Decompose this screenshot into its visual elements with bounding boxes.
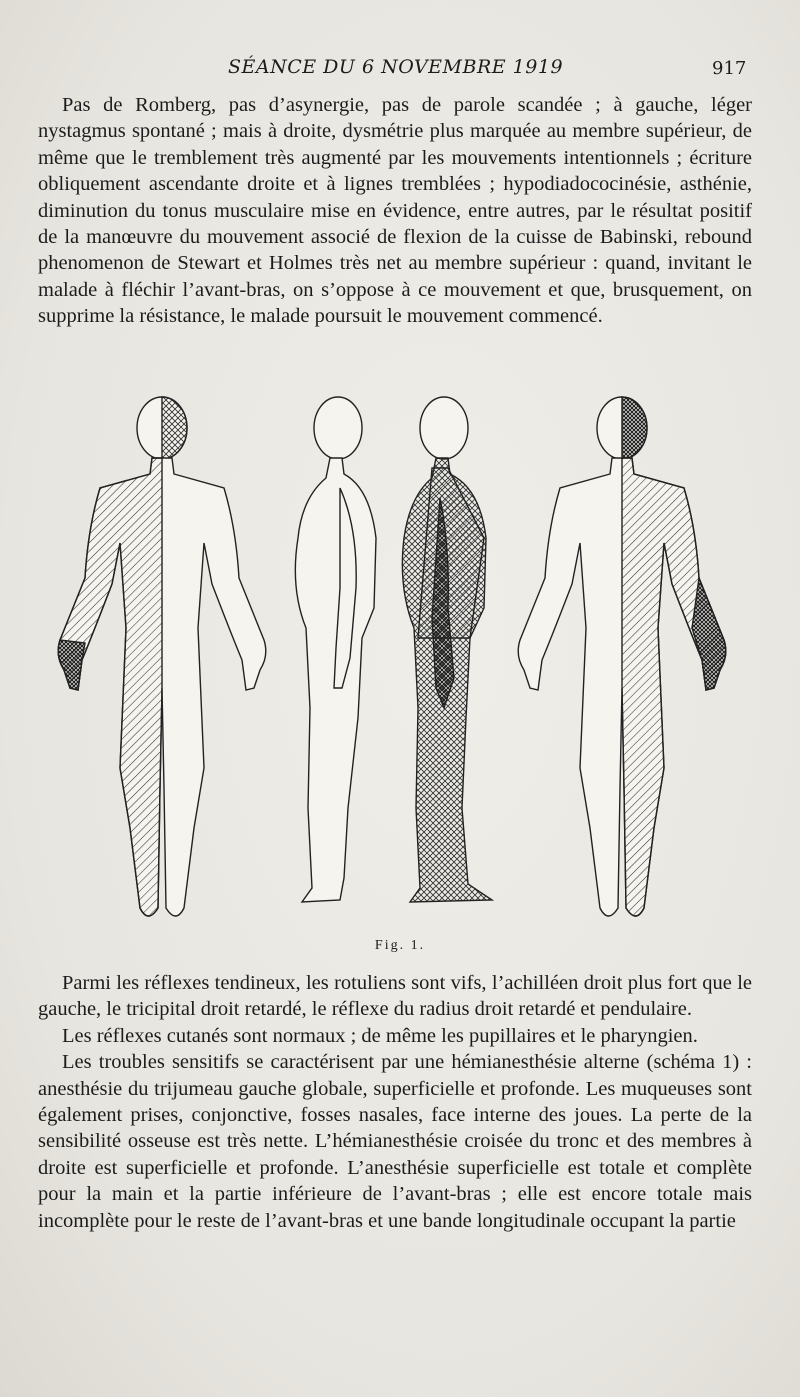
- paragraph-reflexes-cutanes: Les réflexes cutanés sont normaux ; de même les pupillaires et le pharyngien.: [62, 1024, 698, 1047]
- body-back-view: [518, 397, 726, 916]
- top-text-block: [38, 92, 752, 330]
- paragraph-reflexes-tendineux: Parmi les réflexes tendineux, les rotuliens sont vifs, l’achilléen droit plus fort que le gauche, le tricipital droit retardé, le réflexe du radius droit retardé et pendulaire.: [38, 972, 752, 1021]
- body-profile-right-view: [295, 397, 376, 902]
- paragraph-romberg: Pas de Romberg, pas d’asynergie, pas de parole scandée ; à gauche, léger nystagmus spontané ; mais à droite, dysmétrie plus marquée au membre supérieur, de même que le tremblement très augmenté par les mouvements intentionnels ; écriture obliquement ascendante droite et à lignes tremblées ; hypodiadococinésie, asthénie, diminution du tonus musculaire mise en évidence, entre autres, par le résultat positif de la manœuvre du mouvement associé de flexion de la cuisse de Babinski, rebound phenomenon de Stewart et Holmes très net au membre supérieur : quand, invitant le malade à fléchir l’avant-bras, on s’oppose à ce mouvement et que, brusquement, on supprime la résistance, le malade poursuit le mouvement commencé.: [38, 94, 752, 328]
- body-profile-left-view: [402, 397, 492, 902]
- bottom-text-block: [38, 970, 752, 1234]
- running-title: SÉANCE DU 6 NOVEMBRE 1919: [228, 56, 564, 78]
- paragraph-troubles-sensitifs: Les troubles sensitifs se caractérisent par une hémianesthésie alterne (schéma 1) : anesthésie du trijumeau gauche globale, superficielle et profonde. Les muqueuses sont également prises, conjonctive, fosses nasales, face interne des joues. La perte de la sensibilité osseuse est très nette. L’hémianesthésie croisée du tronc et des membres à droite est superficielle et profonde. L’anesthésie superficielle est totale et complète pour la main et la partie inférieure de l’avant-bras ; elle est encore totale mais incomplète pour le reste de l’avant-bras et une bande longitudinale occupant la partie: [38, 1051, 752, 1232]
- anatomical-figure: [40, 388, 760, 936]
- body-front-view: [58, 397, 266, 916]
- figure-caption: Fig. 1.: [374, 938, 426, 953]
- running-head: [0, 56, 800, 86]
- page-number: 917: [712, 58, 747, 79]
